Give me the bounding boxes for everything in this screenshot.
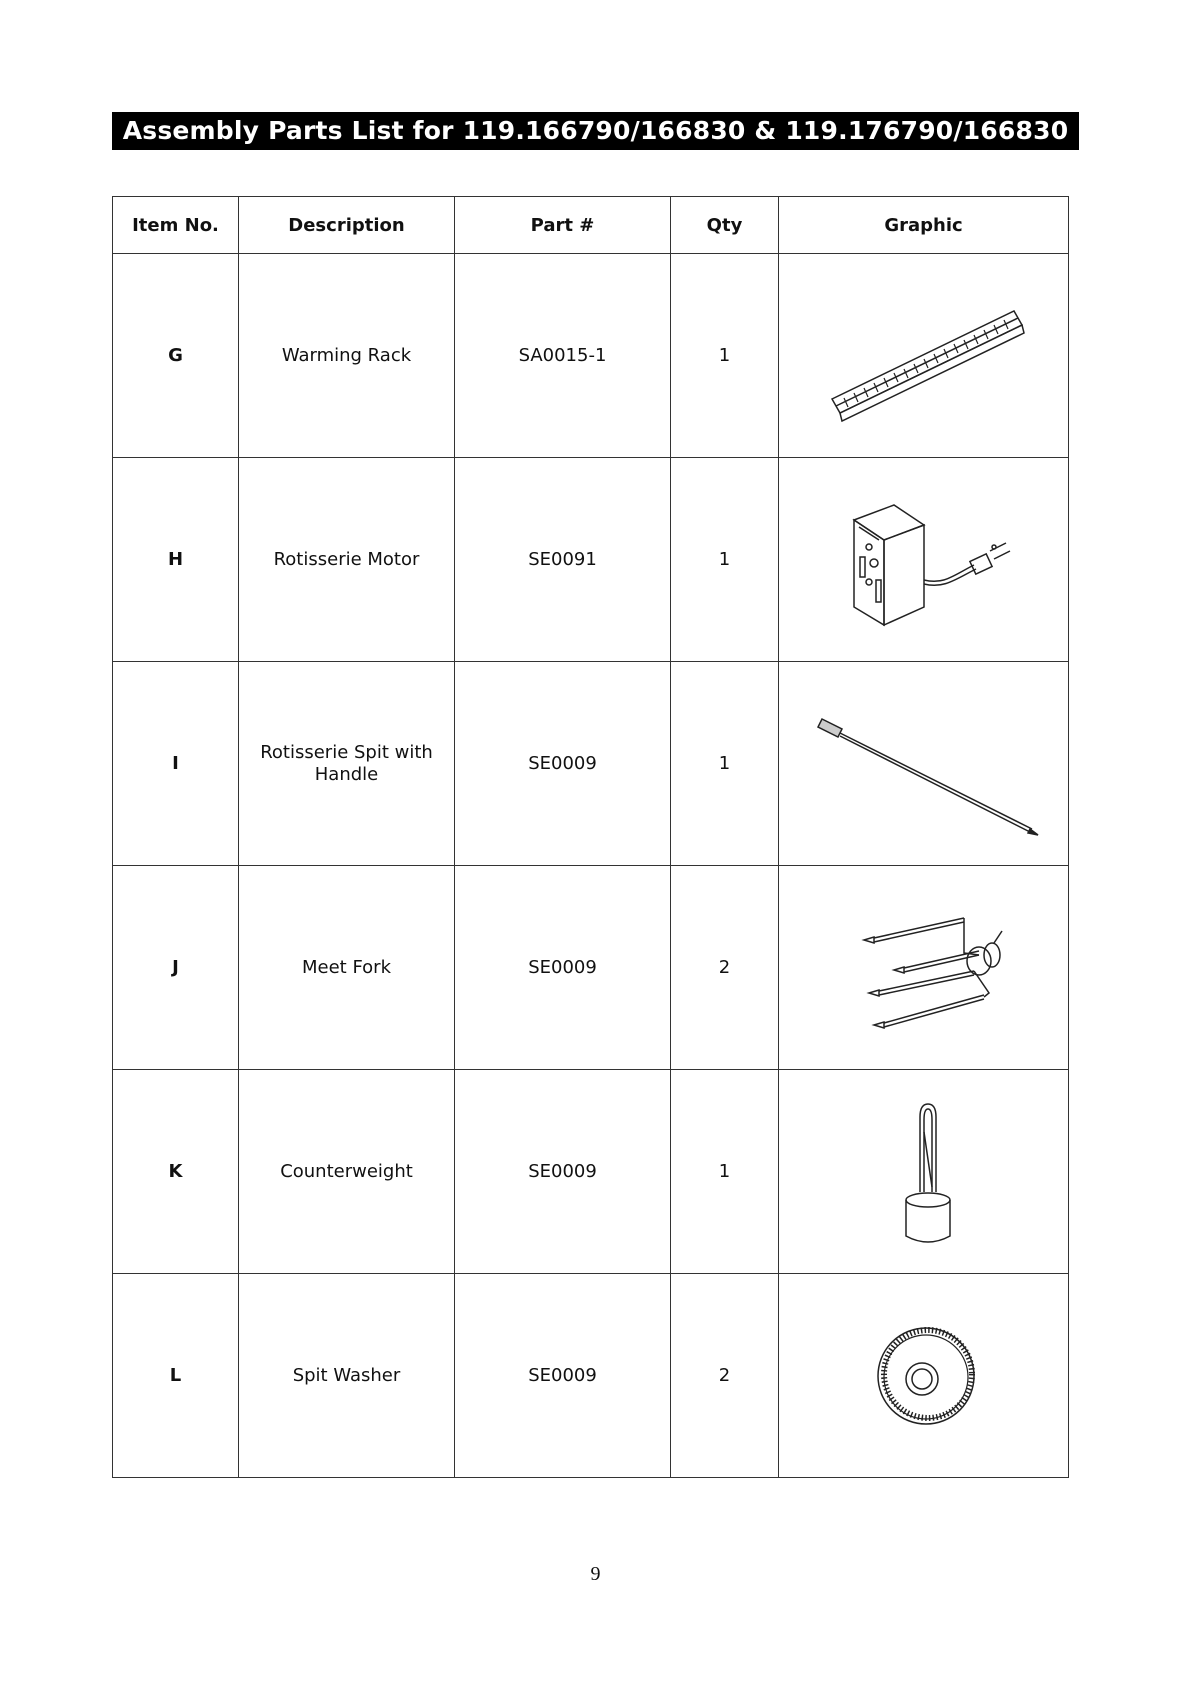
column-header-qty: Qty — [671, 197, 779, 254]
graphic-cell — [779, 254, 1069, 458]
rotisserie-spit-illustration — [794, 689, 1054, 839]
description-cell: Counterweight — [239, 1070, 455, 1274]
table-row — [113, 1274, 1069, 1478]
part-number-cell: SE0009 — [455, 1274, 671, 1478]
graphic-cell — [779, 662, 1069, 866]
column-header-graphic: Graphic — [779, 197, 1069, 254]
part-number-cell: SE0009 — [455, 1070, 671, 1274]
column-header-part-number: Part # — [455, 197, 671, 254]
item-no-cell: G — [113, 254, 239, 458]
table-row — [113, 662, 1069, 866]
item-no-cell: K — [113, 1070, 239, 1274]
item-no-cell: J — [113, 866, 239, 1070]
table-header-row — [113, 197, 1069, 254]
part-number-cell: SE0091 — [455, 458, 671, 662]
item-no-cell: H — [113, 458, 239, 662]
qty-cell: 1 — [671, 662, 779, 866]
part-number-cell: SE0009 — [455, 866, 671, 1070]
item-no-cell: I — [113, 662, 239, 866]
table-row — [113, 254, 1069, 458]
counterweight-illustration — [814, 1092, 1034, 1252]
description-cell: Rotisserie Spit with Handle — [239, 662, 455, 866]
graphic-cell — [779, 1070, 1069, 1274]
table-row — [113, 1070, 1069, 1274]
warming-rack-illustration — [814, 281, 1034, 431]
qty-cell: 1 — [671, 254, 779, 458]
column-header-item-no: Item No. — [113, 197, 239, 254]
graphic-cell — [779, 458, 1069, 662]
table-row — [113, 866, 1069, 1070]
qty-cell: 1 — [671, 458, 779, 662]
graphic-cell — [779, 1274, 1069, 1478]
description-cell: Rotisserie Motor — [239, 458, 455, 662]
page-title: Assembly Parts List for 119.166790/166830 & 119.176790/166830 — [112, 112, 1079, 150]
table-row — [113, 458, 1069, 662]
column-header-description: Description — [239, 197, 455, 254]
meat-fork-illustration — [814, 893, 1034, 1043]
item-no-cell: L — [113, 1274, 239, 1478]
graphic-cell — [779, 866, 1069, 1070]
page-number: 9 — [590, 1563, 601, 1585]
qty-cell: 2 — [671, 866, 779, 1070]
part-number-cell: SA0015-1 — [455, 254, 671, 458]
part-number-cell: SE0009 — [455, 662, 671, 866]
rotisserie-motor-illustration — [814, 485, 1034, 635]
spit-washer-illustration — [814, 1301, 1034, 1451]
parts-table — [112, 196, 1069, 1478]
description-cell: Meet Fork — [239, 866, 455, 1070]
qty-cell: 1 — [671, 1070, 779, 1274]
description-cell: Warming Rack — [239, 254, 455, 458]
qty-cell: 2 — [671, 1274, 779, 1478]
description-cell: Spit Washer — [239, 1274, 455, 1478]
